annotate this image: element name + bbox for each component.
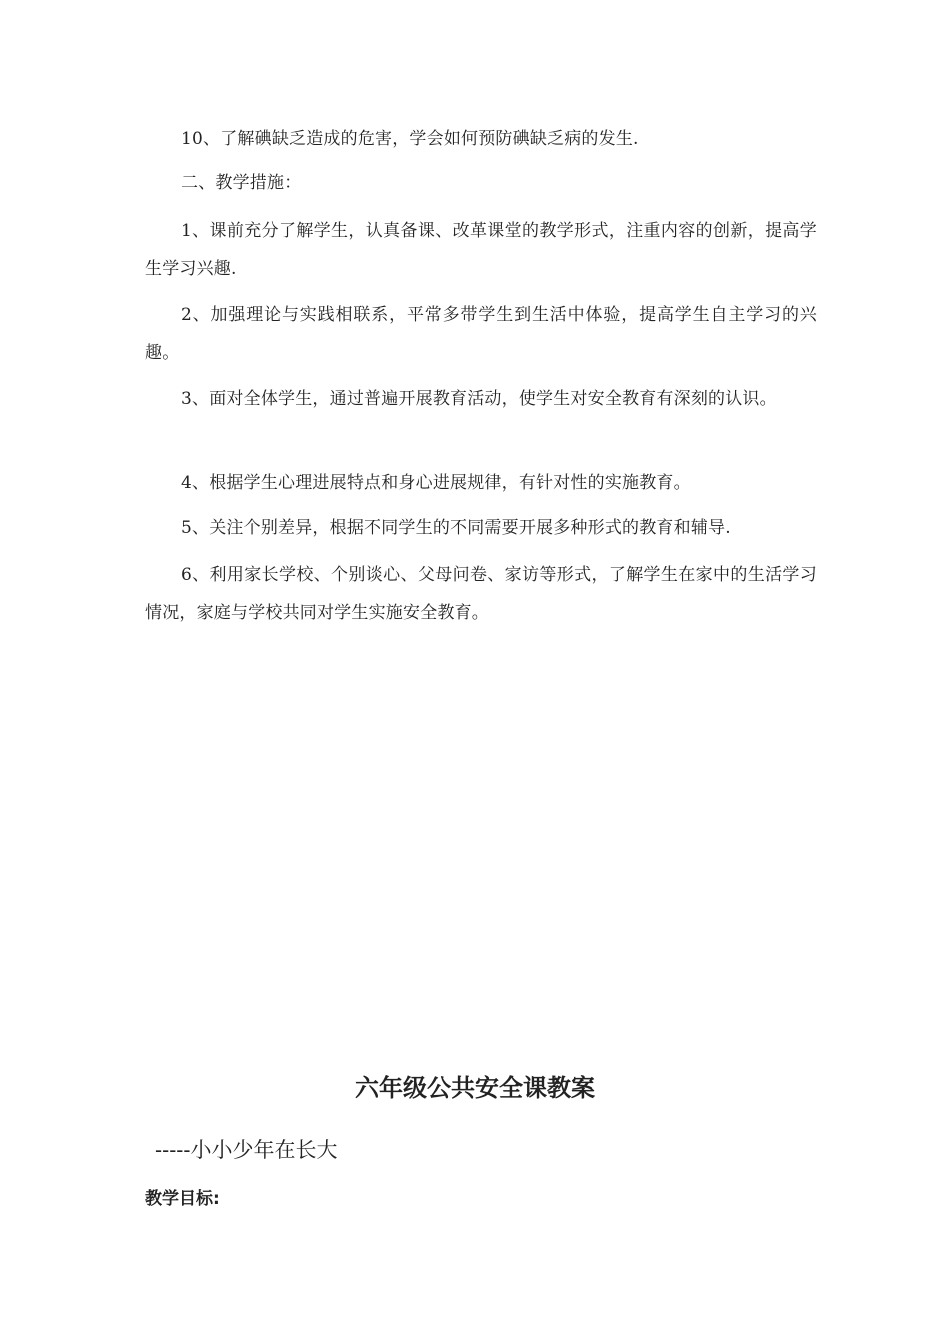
paragraph-measure-4: 4、根据学生心理进展特点和身心进展规律，有针对性的实施教育。 (181, 473, 691, 493)
paragraph-measure-6: 6、利用家长学校、个别谈心、父母问卷、家访等形式，了解学生在家中的生活学习情况，家庭与学校共同对学生实施安全教育。 (145, 565, 817, 623)
teaching-objectives-label: 教学目标: (145, 1189, 220, 1209)
lesson-plan-title: 六年级公共安全课教案 (355, 1074, 595, 1102)
paragraph-goal-10: 10、了解碘缺乏造成的危害，学会如何预防碘缺乏病的发生. (181, 129, 639, 149)
paragraph-measure-1: 1、课前充分了解学生，认真备课、改革课堂的教学形式，注重内容的创新，提高学生学习兴趣. (145, 221, 817, 279)
lesson-plan-subtitle: -----小小少年在长大 (155, 1138, 338, 1162)
paragraph-measure-3: 3、面对全体学生，通过普遍开展教育活动，使学生对安全教育有深刻的认识。 (181, 389, 777, 409)
paragraph-measure-5: 5、关注个别差异，根据不同学生的不同需要开展多种形式的教育和辅导. (181, 518, 731, 538)
heading-teaching-measures: 二、教学措施： (181, 173, 302, 193)
paragraph-measure-2: 2、加强理论与实践相联系，平常多带学生到生活中体验，提高学生自主学习的兴趣。 (145, 305, 817, 363)
